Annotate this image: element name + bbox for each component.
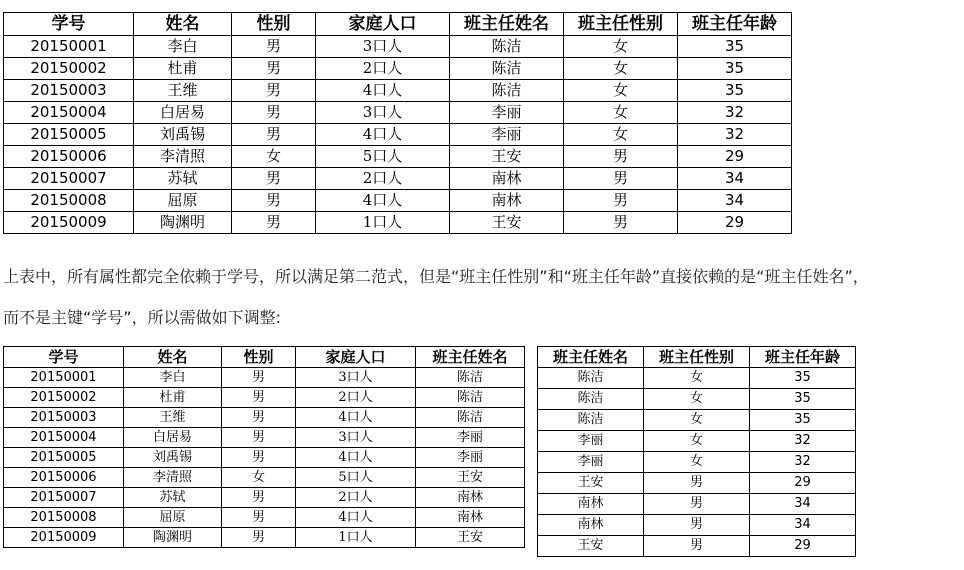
column-header: 家庭人口 [296,347,416,368]
table-row [4,408,525,428]
table-row [4,124,792,146]
table-cell: 4口人 [296,508,416,528]
column-header: 班主任姓名 [538,347,644,368]
table-cell: 20150004 [4,428,124,448]
table-cell: 南林 [416,508,525,528]
table-cell: 男 [232,190,316,212]
table-cell: 29 [678,146,792,168]
table-cell: 苏轼 [124,488,222,508]
table-header-row [4,13,792,36]
table-cell: 陈洁 [450,80,564,102]
table-row [4,58,792,80]
table-cell: 苏轼 [134,168,232,190]
table-cell: 女 [644,431,750,452]
table-cell: 李丽 [450,124,564,146]
table-row [538,494,856,515]
table-cell: 3口人 [296,368,416,388]
explanation-paragraph-1: 上表中，所有属性都完全依赖于学号，所以满足第二范式，但是“班主任性别”和“班主任年龄”直接依赖的是“班主任姓名”， [3,267,869,286]
table-cell: 20150008 [4,508,124,528]
column-header: 班主任姓名 [416,347,525,368]
table-cell: 陈洁 [538,368,644,389]
table-cell: 20150003 [4,80,134,102]
table-row [538,410,856,431]
table-cell: 王维 [134,80,232,102]
table-cell: 35 [678,36,792,58]
explanation-paragraph-2: 而不是主键“学号”，所以需做如下调整: [3,308,281,327]
table-cell: 20150005 [4,124,134,146]
table-cell: 女 [644,368,750,389]
table-cell: 男 [564,146,678,168]
table-row [4,102,792,124]
table-cell: 南林 [416,488,525,508]
table-cell: 20150008 [4,190,134,212]
table-row [4,388,525,408]
table-cell: 白居易 [124,428,222,448]
table-cell: 女 [564,102,678,124]
table-row [4,468,525,488]
table-cell: 3口人 [316,36,450,58]
table-row [538,368,856,389]
table-cell: 男 [564,190,678,212]
table-cell: 男 [222,428,296,448]
table-cell: 南林 [450,190,564,212]
column-header: 班主任年龄 [750,347,856,368]
table-row [4,190,792,212]
table-cell: 陈洁 [538,389,644,410]
column-header: 姓名 [124,347,222,368]
table-row [4,80,792,102]
table-cell: 李丽 [416,428,525,448]
table-cell: 李丽 [416,448,525,468]
table-cell: 5口人 [316,146,450,168]
column-header: 班主任姓名 [450,13,564,36]
table-cell: 白居易 [134,102,232,124]
table-cell: 陈洁 [450,58,564,80]
table-cell: 4口人 [316,190,450,212]
table-cell: 男 [232,124,316,146]
column-header: 班主任年龄 [678,13,792,36]
table-cell: 20150007 [4,168,134,190]
table-row [4,528,525,548]
table-cell: 32 [750,431,856,452]
table-cell: 20150004 [4,102,134,124]
table-cell: 男 [222,508,296,528]
table-cell: 南林 [538,515,644,536]
table-cell: 杜甫 [134,58,232,80]
table-cell: 男 [222,388,296,408]
table-cell: 20150009 [4,528,124,548]
table-cell: 20150006 [4,468,124,488]
table-cell: 男 [564,168,678,190]
table-cell: 王安 [538,536,644,557]
table-cell: 女 [232,146,316,168]
table-cell: 男 [564,212,678,234]
table-cell: 2口人 [316,58,450,80]
table-cell: 陈洁 [538,410,644,431]
table-cell: 女 [644,452,750,473]
table-cell: 20150002 [4,388,124,408]
table-cell: 陶渊明 [134,212,232,234]
table-cell: 杜甫 [124,388,222,408]
table-cell: 35 [678,58,792,80]
table-cell: 4口人 [296,408,416,428]
table-cell: 男 [644,473,750,494]
table-cell: 王安 [450,212,564,234]
table-cell: 2口人 [296,488,416,508]
table-cell: 男 [644,494,750,515]
table-cell: 29 [750,536,856,557]
table-cell: 陈洁 [416,388,525,408]
table-cell: 20150001 [4,36,134,58]
table-cell: 男 [232,212,316,234]
table-row [538,536,856,557]
table-cell: 男 [232,80,316,102]
table-cell: 34 [750,515,856,536]
table-header-row [4,347,525,368]
table-cell: 刘禹锡 [124,448,222,468]
table-cell: 陈洁 [416,408,525,428]
table-cell: 李丽 [538,431,644,452]
table-cell: 女 [644,410,750,431]
column-header: 学号 [4,347,124,368]
table-cell: 陶渊明 [124,528,222,548]
table-cell: 刘禹锡 [134,124,232,146]
table-cell: 34 [678,190,792,212]
table-cell: 32 [750,452,856,473]
table-cell: 34 [678,168,792,190]
table-cell: 王安 [450,146,564,168]
table-cell: 南林 [538,494,644,515]
table-cell: 屈原 [134,190,232,212]
table-cell: 男 [232,168,316,190]
table-cell: 女 [564,58,678,80]
head-teacher-table [537,346,856,557]
table-cell: 35 [750,368,856,389]
student-table-adjusted [3,346,525,548]
table-cell: 男 [222,368,296,388]
table-cell: 34 [750,494,856,515]
table-cell: 陈洁 [450,36,564,58]
table-row [4,212,792,234]
table-cell: 32 [678,124,792,146]
table-cell: 29 [678,212,792,234]
table-header-row [538,347,856,368]
table-cell: 男 [222,448,296,468]
table-cell: 20150002 [4,58,134,80]
table-row [4,428,525,448]
column-header: 性别 [222,347,296,368]
table-cell: 王安 [416,468,525,488]
table-cell: 20150003 [4,408,124,428]
table-cell: 20150006 [4,146,134,168]
table-cell: 4口人 [316,80,450,102]
table-cell: 1口人 [296,528,416,548]
table-cell: 35 [750,389,856,410]
table-row [538,452,856,473]
table-cell: 男 [232,36,316,58]
table-cell: 李白 [134,36,232,58]
table-cell: 男 [232,58,316,80]
table-cell: 35 [750,410,856,431]
table-cell: 20150009 [4,212,134,234]
table-row [538,515,856,536]
table-row [538,431,856,452]
table-cell: 女 [644,389,750,410]
table-cell: 女 [564,80,678,102]
table-cell: 5口人 [296,468,416,488]
table-cell: 男 [222,528,296,548]
table-row [4,508,525,528]
table-cell: 陈洁 [416,368,525,388]
column-header: 班主任性别 [644,347,750,368]
table-row [4,448,525,468]
table-cell: 1口人 [316,212,450,234]
table-cell: 3口人 [296,428,416,448]
table-cell: 王维 [124,408,222,428]
column-header: 班主任性别 [564,13,678,36]
table-cell: 4口人 [296,448,416,468]
table-cell: 李丽 [538,452,644,473]
table-cell: 李清照 [124,468,222,488]
table-cell: 32 [678,102,792,124]
table-cell: 20150005 [4,448,124,468]
column-header: 姓名 [134,13,232,36]
table-cell: 女 [564,124,678,146]
table-cell: 王安 [416,528,525,548]
table-cell: 李白 [124,368,222,388]
table-row [4,368,525,388]
table-cell: 李丽 [450,102,564,124]
table-cell: 李清照 [134,146,232,168]
table-cell: 男 [232,102,316,124]
table-cell: 35 [678,80,792,102]
table-cell: 29 [750,473,856,494]
table-cell: 王安 [538,473,644,494]
table-cell: 男 [222,408,296,428]
table-cell: 2口人 [296,388,416,408]
table-cell: 2口人 [316,168,450,190]
student-table-original [3,12,792,234]
column-header: 性别 [232,13,316,36]
table-cell: 男 [644,536,750,557]
table-row [538,473,856,494]
table-cell: 3口人 [316,102,450,124]
table-row [538,389,856,410]
table-cell: 女 [564,36,678,58]
table-cell: 屈原 [124,508,222,528]
table-row [4,146,792,168]
table-cell: 20150007 [4,488,124,508]
table-cell: 男 [644,515,750,536]
column-header: 学号 [4,13,134,36]
table-cell: 男 [222,488,296,508]
table-row [4,36,792,58]
table-cell: 南林 [450,168,564,190]
table-row [4,488,525,508]
table-cell: 20150001 [4,368,124,388]
table-cell: 4口人 [316,124,450,146]
column-header: 家庭人口 [316,13,450,36]
table-row [4,168,792,190]
table-cell: 女 [222,468,296,488]
